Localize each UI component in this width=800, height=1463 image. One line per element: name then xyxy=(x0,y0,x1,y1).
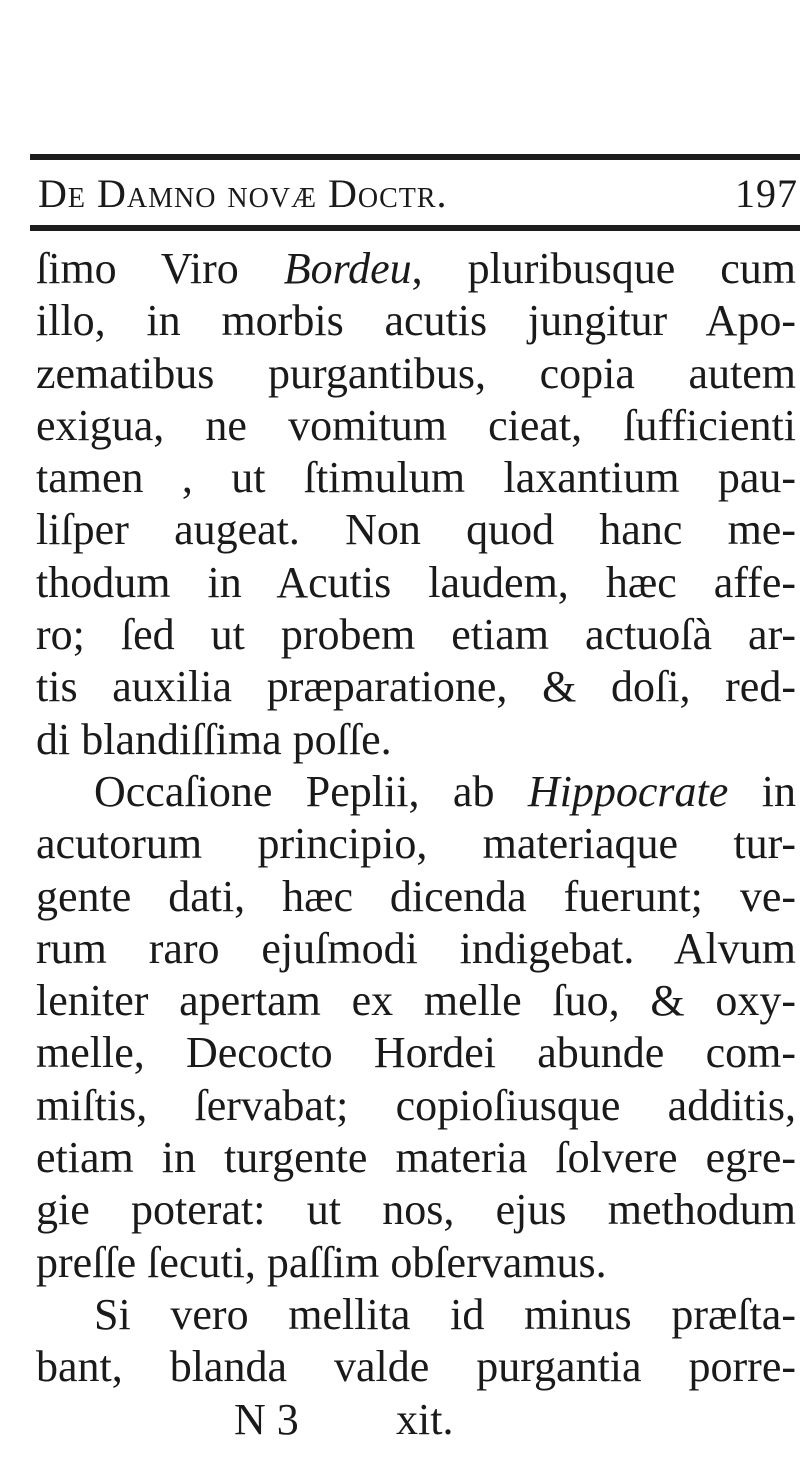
text-line: preſſe ſecuti, paſſim obſervamus. xyxy=(36,1237,607,1287)
page-number: 197 xyxy=(735,171,798,216)
catchword: xit. xyxy=(396,1394,454,1444)
proper-name-bordeu: Bordeu xyxy=(283,244,412,293)
text-line xyxy=(36,766,796,818)
text-line: acutorum principio, materiaque tur- xyxy=(36,819,796,869)
text-line xyxy=(36,243,796,295)
text-line: di blandiſſima poſſe. xyxy=(36,714,392,764)
proper-name-hippocrate: Hippocrate xyxy=(527,766,729,816)
header-rule-bottom xyxy=(30,225,800,231)
text-line: etiam in turgente materia ſolvere egre- xyxy=(36,1133,796,1183)
text-line: liſper augeat. Non quod hanc me- xyxy=(36,505,796,555)
text-segment: , pluribusque cum xyxy=(411,244,796,293)
text-line: miſtis, ſervabat; copioſiusque additis, xyxy=(36,1080,796,1130)
text-line: tamen , ut ſtimulum laxantium pau- xyxy=(36,453,796,503)
body-text xyxy=(36,243,796,1446)
text-line: Si vero mellita id minus præſta- xyxy=(94,1289,796,1339)
signature-mark: N 3 xyxy=(234,1394,299,1444)
text-line: ro; ſed ut probem etiam actuoſà ar- xyxy=(36,610,796,660)
text-segment: ſimo Viro xyxy=(36,244,284,293)
text-line: bant, blanda valde purgantia porre- xyxy=(36,1342,796,1392)
text-line: gente dati, hæc dicenda fuerunt; ve- xyxy=(36,871,796,921)
page-footer xyxy=(36,1394,796,1446)
header-rule-top xyxy=(30,154,800,160)
text-line: exigua, ne vomitum cieat, ſufficienti xyxy=(36,400,796,450)
text-line: illo, in morbis acutis jungitur Apo- xyxy=(36,296,796,346)
text-line: zematibus purgantibus, copia autem xyxy=(36,348,796,398)
text-segment: Occaſione Peplii, ab xyxy=(94,766,528,816)
text-line: rum raro ejuſmodi indigebat. Alvum xyxy=(36,923,796,973)
text-segment: in xyxy=(728,766,796,816)
text-line: leniter apertam ex melle ſuo, & oxy- xyxy=(36,976,796,1026)
text-line: gie poterat: ut nos, ejus methodum xyxy=(36,1185,796,1235)
text-line: thodum in Acutis laudem, hæc affe- xyxy=(36,557,796,607)
text-line: tis auxilia præparatione, & doſi, red- xyxy=(36,662,796,712)
running-head xyxy=(38,166,798,224)
text-line: melle, Decocto Hordei abunde com- xyxy=(36,1028,796,1078)
running-head-title: De Damno novæ Doctr. xyxy=(38,171,448,216)
